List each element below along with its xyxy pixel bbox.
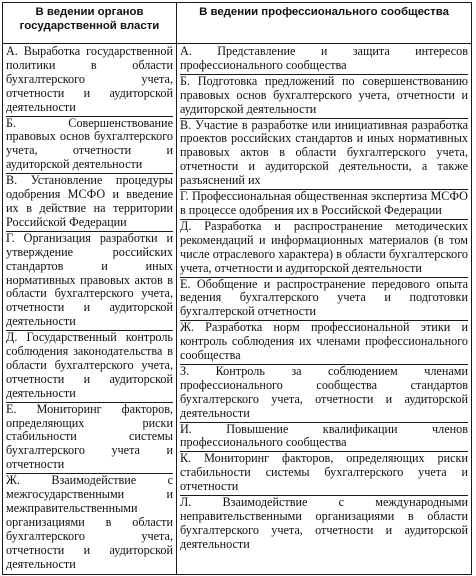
professional-item-k: К. Мониторинг факторов, определяющих риски стабильности системы бухгалтерского учета и отчетности <box>180 451 468 494</box>
state-item-v: В. Установление процедуры одобрения МСФО и введение их в действие на территории Российской Федерации <box>6 173 173 229</box>
professional-column-header: В ведении профессионального сообщества <box>177 3 472 44</box>
state-item-e: Е. Мониторинг факторов, определяющих риски стабильности системы бухгалтерского учета и отчетности <box>6 401 173 472</box>
professional-item-e: Е. Обобщение и распространение передового опыта ведения бухгалтерского учета и подготовки бухгалтерской отчетности <box>180 276 468 319</box>
state-column-header: В ведении органов государственной власти <box>3 3 177 44</box>
professional-item-d: Д. Разработка и распространение методических рекомендаций и информационных материалов (в том числе отраслевого характера) в области бухгалтерского учета, отчетности и аудиторской деятельности <box>180 218 468 275</box>
state-column <box>3 44 177 575</box>
professional-item-a: А. Представление и защита интересов профессионального сообщества <box>180 44 468 72</box>
responsibilities-table <box>2 2 472 575</box>
state-item-zh: Ж. Взаимодействие с межгосударственными и межправительственными организациями в области бухгалтерского учета, отчетности и аудиторской деятельности <box>6 473 173 571</box>
professional-column <box>177 44 472 575</box>
professional-item-b: Б. Подготовка предложений по совершенствованию правовых основ бухгалтерского учета, отчетности и аудиторской деятельности <box>180 73 468 116</box>
professional-item-zh: Ж. Разработка норм профессиональной этики и контроль соблюдения их членами профессионального сообщества <box>180 320 468 363</box>
professional-item-g: Г. Профессиональная общественная экспертиза МСФО в процессе одобрения их в Российской Федерации <box>180 189 468 217</box>
state-item-d: Д. Государственный контроль соблюдения законодательства в области бухгалтерского учета, отчетности и аудиторской деятельности <box>6 330 173 400</box>
professional-item-z: З. Контроль за соблюдением членами профессионального сообщества стандартов бухгалтерского учета, отчетности и аудиторской деятельности <box>180 363 468 420</box>
professional-item-i: И. Повышение квалификации членов профессионального сообщества <box>180 421 468 450</box>
state-item-g: Г. Организация разработки и утверждение российских стандартов и иных нормативных правовых актов в области бухгалтерского учета, отчетности и аудиторской деятельности <box>6 230 173 329</box>
professional-item-v: В. Участие в разработке или инициативная разработка проектов российских стандартов и иных нормативных правовых актов в области бухгалтерского учета, отчетности и аудиторской деятельности, а также разъяснений их <box>180 117 468 188</box>
state-item-a: А. Выработка государственной политики в области бухгалтерского учета, отчетности и аудиторской деятельности <box>6 44 173 114</box>
state-item-b: Б. Совершенствование правовых основ бухгалтерского учета, отчетности и аудиторской деятельности <box>6 115 173 172</box>
header-row <box>3 3 472 44</box>
body-row <box>3 44 472 575</box>
professional-item-l: Л. Взаимодействие с международными неправительственными организациями в области бухгалтерского учета, отчетности и аудиторской деятельности <box>180 495 468 551</box>
